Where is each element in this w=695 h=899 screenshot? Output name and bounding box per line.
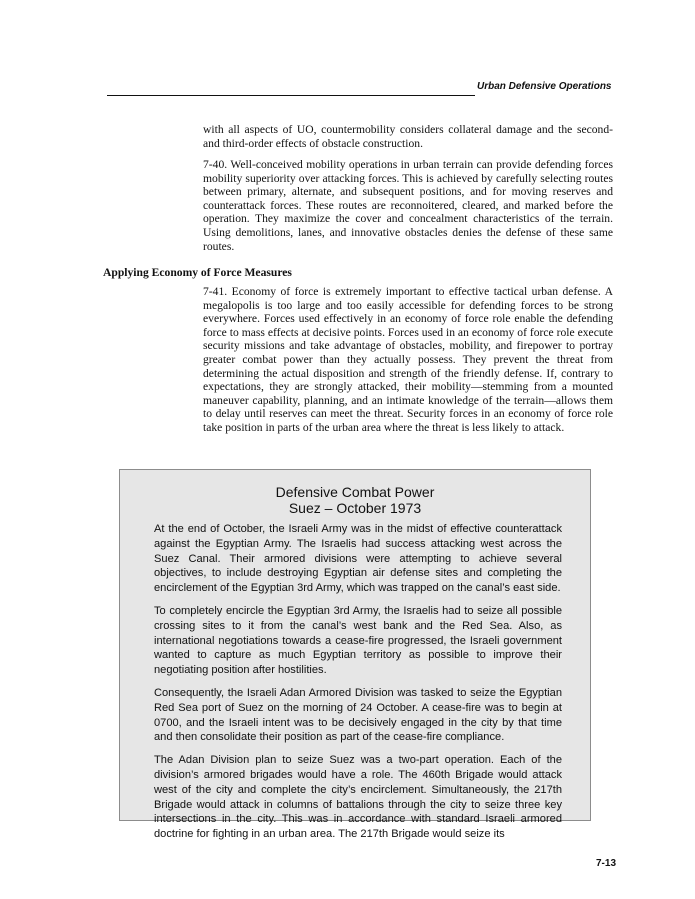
header-rule (107, 95, 475, 96)
sidebar-paragraph: Consequently, the Israeli Adan Armored Division was tasked to seize the Egyptian Red Sea port of Suez on the morning of 24 October. A cease-fire was to begin at 0700, and the Israeli intent was to be decisively engaged in the city by that time and then consolidate their position as part of the cease-fire compliance. (154, 686, 562, 744)
sidebar-title-line1: Defensive Combat Power (275, 484, 435, 500)
sidebar-title (120, 484, 590, 516)
sidebar-title-line2: Suez – October 1973 (288, 500, 422, 516)
sidebar-paragraph: The Adan Division plan to seize Suez was a two-part operation. Each of the division’s armored brigades would have a role. The 460th Brigade would attack west of the city and complete the city’s encirclement. Simultaneously, the 217th Brigade would attack in columns of battalions through the city to seize three key intersections in the city. This was in accordance with standard Israeli armored doctrine for fighting in an urban area. The 217th Brigade would seize its (154, 754, 562, 841)
body-paragraph-continued (203, 123, 613, 150)
page-number: 7-13 (595, 858, 616, 869)
paragraph-text: 7-41. Economy of force is extremely important to effective tactical urban defense. A megalopolis is too large and too easily accessible for defending forces to be strong everywhere. Forces used effectively in an economy of force role enable the defending force to mass effects at decisive points. Forces used in an economy of force role execute security missions and take advantage of obstacles, mobility, and firepower to portray greater combat power than they actually possess. They prevent the threat from determining the actual disposition and strength of the friendly defense. If, contrary to expectations, they are strongly attacked, their mobility—stemming from a mounted maneuver capability, planning, and an intimate knowledge of the terrain—allows them to delay until reserves can meet the threat. Security forces in an economy of force role take position in parts of the urban area where the threat is less likely to attack. (203, 285, 613, 434)
case-study-sidebar (119, 469, 591, 841)
body-paragraph-7-41 (203, 285, 613, 435)
paragraph-text: 7-40. Well-conceived mobility operations in urban terrain can provide defending forces mobility superiority over attacking forces. This is achieved by carefully selecting routes between primary, alternate, and subsequent positions, and for moving reserves and counterattack forces. These routes are reconnoitered, cleared, and marked before the operation. They maximize the cover and concealment characteristics of the terrain. Using demolitions, lanes, and innovative obstacles denies the defense of these same routes. (203, 158, 613, 253)
section-heading: Applying Economy of Force Measures (103, 266, 292, 279)
running-head: Urban Defensive Operations (477, 81, 612, 92)
paragraph-text: with all aspects of UO, countermobility considers collateral damage and the second- and third-order effects of obstacle construction. (203, 123, 613, 150)
sidebar-paragraph: To completely encircle the Egyptian 3rd Army, the Israelis had to seize all possible crossing sites to it from the canal’s west bank and the Red Sea. Also, as international negotiations towards a cease-fire progressed, the Israeli government wanted to capture as much Egyptian territory as possible to improve their negotiating position after hostilities. (154, 604, 562, 677)
body-paragraph-7-40 (203, 158, 613, 253)
sidebar-body (154, 522, 562, 850)
sidebar-paragraph: At the end of October, the Israeli Army was in the midst of effective counterattack against the Egyptian Army. The Israelis had success attacking west across the Suez Canal. Their armored divisions were attempting to achieve several objectives, to include destroying Egyptian air defense sites and completing the encirclement of the Egyptian 3rd Army, which was trapped on the canal’s east side. (154, 523, 562, 595)
